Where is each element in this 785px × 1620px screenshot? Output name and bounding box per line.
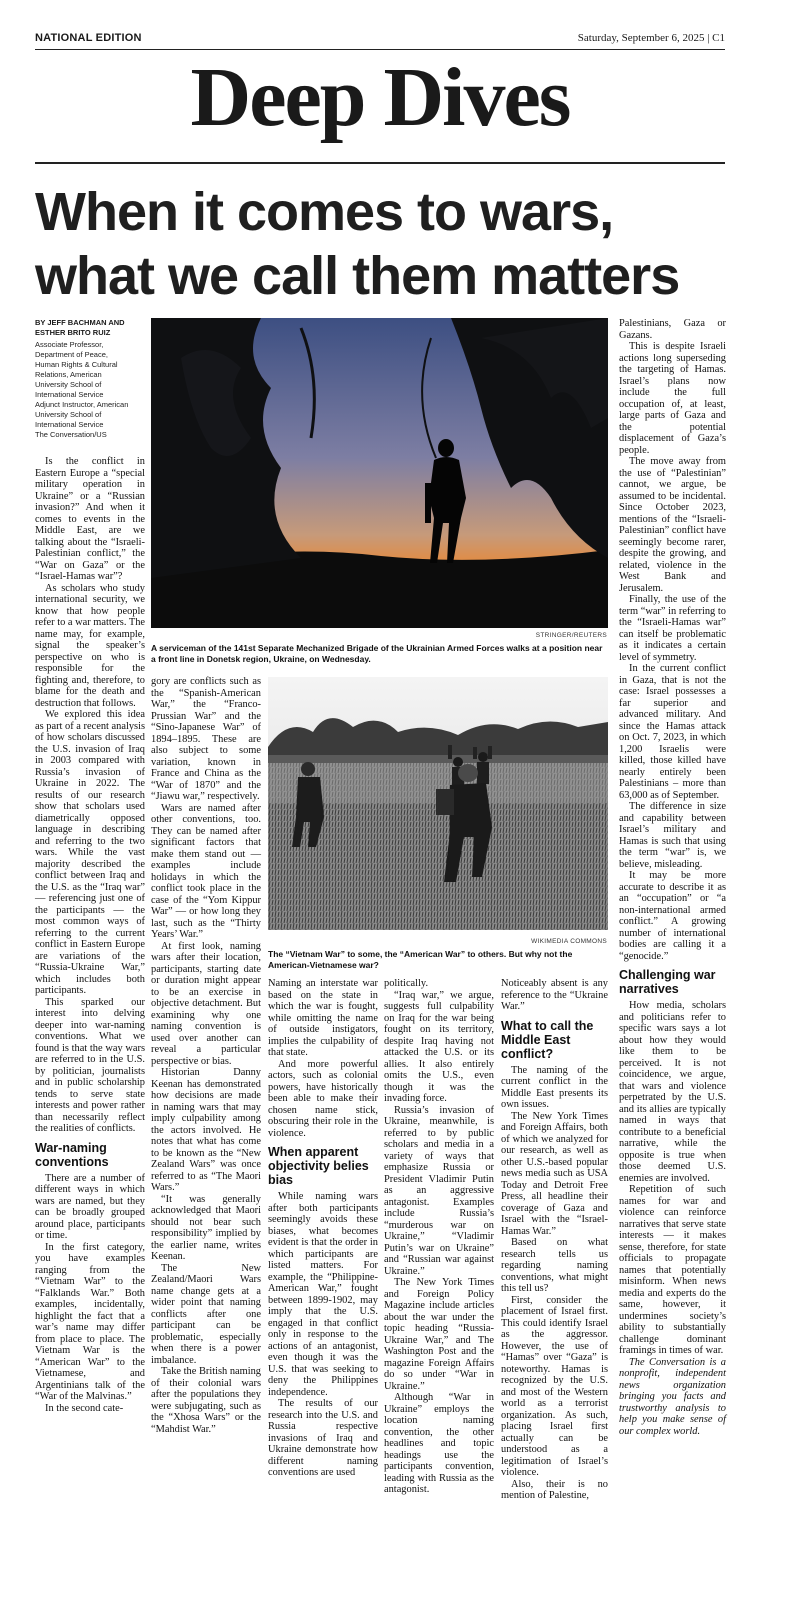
vietnam-war-photo	[268, 677, 608, 930]
paragraph: How media, scholars and politicians refer to specific wars says a lot about how they would like them to be perceived. It is not coincidence, we argue, that wars and violence perpetrated by the U.S. and its allies are typically named in ways that contribute to a beneficial narrative, while the opposite is true when those deemed U.S. enemies are involved.	[619, 1000, 726, 1184]
credential-line: International Service	[35, 420, 104, 429]
credential-line: The Conversation/US	[35, 430, 107, 439]
subheading-objectivity-bias: When apparent objectivity belies bias	[268, 1145, 369, 1187]
photo1-caption: A serviceman of the 141st Separate Mechanized Brigade of the Ukrainian Armed Forces walks at a position near a front line in Donetsk region, Ukraine, on Wednesday.	[151, 643, 603, 664]
paragraph: The results of our research into the U.S. and Russia respective invasions of Iraq and Ukraine demonstrate how different naming conventions are used	[268, 1398, 378, 1478]
dateline	[578, 32, 725, 44]
article-column-3	[268, 978, 378, 1479]
publisher-note: The Conversation is a nonprofit, independent news organization bringing you facts and trustworthy analysis to help you make sense of our complex world.	[619, 1356, 726, 1437]
paragraph: As scholars who study international security, we know that how people refer to a war matters. The name may, for example, signal the speaker’s perspective on who is responsible for the fighting and, therefore, to blame for the death and destruction that follows.	[35, 582, 146, 709]
credential-line: Adjunct Instructor, American	[35, 400, 129, 409]
paragraph: It may be more accurate to describe it as an “occupation” or “a non-international armed conflict.” A growing number of international bodies are calling it a “genocide.”	[619, 870, 726, 962]
headline: When it comes to wars, what we call them matters	[35, 182, 680, 306]
paragraph: The difference in size and capability between Israel’s military and Hamas is such that using the term “war” is, we believe, misleading.	[619, 801, 726, 870]
paragraph: In the second cate-	[45, 1402, 124, 1414]
byline: BY JEFF BACHMAN AND ESTHER BRITO RUIZ	[35, 318, 125, 337]
paragraph: The New York Times and Foreign Affairs, both of which we analyzed for our research, as well as other U.S.-based popular news media such as USA Today and Detroit Free Press, all headline their coverage of Gaza and Israel with the “Israel-Hamas War.”	[501, 1110, 608, 1237]
credential-line: University School of	[35, 410, 102, 419]
paragraph: And more powerful actors, such as colonial powers, have historically been able to make their chosen name stick, obscuring their role in the violence.	[268, 1058, 378, 1139]
section-title: Deep Dives	[190, 51, 570, 144]
article-column-4	[384, 978, 494, 1496]
paragraph: First, consider the placement of Israel first. This could identify Israel as the aggressor. However, the use of “Hamas” over “Gaza” is noteworthy. Hamas is recognized by the U.S. and most of the Western world as a terrorist organization. As such, placing Israel first actually can be understood as a legitimation of Israel’s violence.	[501, 1294, 608, 1478]
paragraph: This is despite Israeli actions long superseding the targeting of Hamas. Israel’s plans now include the full occupation of, at least, large parts of Gaza and the potential displacement of Gaza’s people.	[619, 341, 726, 456]
paragraph: We explored this idea as part of a recent analysis of how scholars discussed the U.S. invasion of Iraq in 2003 compared with Russia’s invasion of Ukraine in 2022. The results of our research show that scholars used diametrically opposed language in describing and referring to the two wars. While the vast majority described the conflict between Iraq and the U.S. as the “Iraq war” — referencing just one of the participants — the most common ways of referring to the current conflict in Eastern Europe are variations of the “Russia-Ukraine War,” which includes both participants.	[35, 709, 145, 996]
photo1-credit: STRINGER/REUTERS	[535, 632, 607, 639]
subheading-challenging-narratives: Challenging war narratives	[619, 968, 716, 996]
paragraph: Noticeably absent is any reference to the “Ukraine War.”	[501, 978, 608, 1012]
paragraph: Historian Danny Keenan has demonstrated how decisions are made in naming wars that may imply culpability among the actors involved. He notes that what has come to be known as the “New Zealand Wars” was once referred to as “The Maori Wars.”	[151, 1067, 261, 1193]
paragraph: Finally, the use of the term “war” in referring to the “Israeli-Hamas war” can itself be problematic as it indicates a certain level of symmetry.	[619, 594, 726, 663]
paragraph: “Iraq war,” we argue, suggests full culpability on Iraq for the war being fought on its territory, despite Iraq having not attacked the U.S. or its allies. It also entirely omits the U.S., even though it was the invading force.	[384, 989, 494, 1104]
paragraph: politically.	[384, 978, 429, 989]
article-column-2	[151, 676, 261, 1435]
paragraph: Palestinians, Gaza or Gazans.	[619, 318, 726, 341]
paragraph: The New York Times and Foreign Policy Magazine include articles about the war under the topic heading “Russia-Ukraine War,” and The Washington Post and the magazine Foreign Affairs do so under “War in Ukraine.”	[384, 1277, 494, 1392]
masthead-bar	[35, 30, 725, 50]
paragraph: Russia’s invasion of Ukraine, meanwhile, is referred to by public scholars and media in a variety of ways that emphasize Russia or President Vladimir Putin as an aggressive antagonist. Examples include Russia’s “murderous war on Ukraine,” “Vladimir Putin’s war on Ukraine” and “Russian war against Ukraine.”	[384, 1104, 494, 1277]
paragraph: At first look, naming wars after their location, participants, starting date or duration might appear to be an exercise in objective detachment. But examining why one naming convention is used over another can reveal a particular perspective or bias.	[151, 940, 261, 1067]
paragraph: This sparked our interest into delving deeper into war-naming conventions. What we found is that the way wars are referred to in the U.S. by politician, journalists and in public scholarship tends to serve state interests and power rather than necessarily reflect the realities of conflicts.	[35, 996, 145, 1134]
paragraph: Wars are named after other conventions, too. They can be named after significant factors that make them stand out — examples include holidays in which the conflict took place in the case of the “Yom Kippur War” — or how long they last, such as the “Thirty Years’ War.”	[151, 802, 261, 940]
paragraph: Also, their is no mention of Palestine,	[501, 1478, 608, 1501]
date: Saturday, September 6, 2025	[577, 32, 705, 44]
article-column-5	[501, 978, 608, 1502]
subheading-war-naming: War-naming conventions	[35, 1140, 109, 1169]
paragraph: Take the British naming of their colonial wars after the populations they were subjugating, such as the “Xhosa Wars” or the “Mahdist War.”	[151, 1366, 261, 1435]
paragraph: gory are conflicts such as the “Spanish-American War,” the “Franco-Prussian War” and the “Sino-Japanese War” of 1894–1895. These are also subject to some variation, known in France and China as the “War of 1870” and the “Jiawu war,” respectively.	[151, 676, 261, 802]
article-column-6	[619, 318, 726, 1437]
subheading-middle-east: What to call the Middle East conflict?	[501, 1018, 594, 1061]
credential-line: Department of Peace,	[35, 350, 108, 359]
credential-line: Relations, American	[35, 370, 102, 379]
paragraph: In the first category, you have examples ranging from the “Vietnam War” to the “Falklands War.” Both examples, incidentally, highlight the fact that a war’s name may differ from place to place. The Vietnam War is the “American War” to the Vietnamese, and Argentinians talk of the “War of the Malvinas.”	[35, 1241, 145, 1402]
credential-line: Human Rights & Cultural	[35, 360, 118, 369]
paragraph: There are a number of different ways in which wars are named, but they can be broadly grouped around place, participants or time.	[35, 1172, 145, 1241]
paragraph: While naming wars after both participants seemingly avoids these biases, what becomes evident is that the order in which participants are listed matters. For example, the “Philippine-American War,” fought between 1899-1902, may imply that the U.S. engaged in that conflict only in response to the actions of an antagonist, even though it was the U.S. that was seeking to deny the Philippines independence.	[268, 1191, 378, 1398]
edition-label: NATIONAL EDITION	[35, 32, 142, 44]
credential-line: University School of	[35, 380, 102, 389]
page-number: C1	[712, 32, 725, 44]
paragraph: The move away from the use of “Palestinian” cannot, we argue, be assumed to be incidental. Since October 2023, mentions of the “Israeli-Palestinian” conflict have seemingly become rarer, despite the growing, and related, violence in the West Bank and Jerusalem.	[619, 456, 726, 594]
paragraph: Repetition of such names for war and violence can reinforce narratives that serve state interests — it makes sense, therefore, for state officials to propagate names that potentially misinform. When news media and experts do the same, however, it undermines society’s ability to substantially challenge dominant framings in times of war.	[619, 1184, 726, 1356]
paragraph: The naming of the current conflict in the Middle East presents its own issues.	[501, 1064, 608, 1110]
credential-line: International Service	[35, 390, 104, 399]
paragraph: Naming an interstate war based on the state in which the war is fought, while omitting the name of outside instigators, implies the culpability of that state.	[268, 978, 378, 1058]
masthead-rule	[35, 162, 725, 164]
photo2-caption: The “Vietnam War” to some, the “American War” to others. But why not the American-Vietnamese war?	[268, 949, 573, 970]
paragraph: In the current conflict in Gaza, that is not the case: Israel possesses a far superior and advanced military. And since the Hamas attack on Oct. 7, 2023, in which 1,200 Israelis were killed, those killed have nearly entirely been Palestinians – more than 63,000 as of September.	[619, 663, 726, 801]
paragraph: Based on what research tells us regarding naming conventions, what might this tell us?	[501, 1237, 608, 1294]
soldier-silhouette-photo	[151, 318, 608, 628]
photo2-credit: WIKIMEDIA COMMONS	[531, 938, 607, 945]
paragraph: The New Zealand/Maori Wars name change gets at a wider point that naming conflicts after one participant can be problematic, especially when there is a power imbalance.	[151, 1262, 261, 1366]
credential-line: Associate Professor,	[35, 340, 104, 349]
paragraph: Although “War in Ukraine” employs the location naming convention, the other headlines and topic headings use the participants convention, leading with Russia as the antagonist.	[384, 1392, 494, 1495]
article-column-1	[35, 456, 145, 1414]
paragraph: Is the conflict in Eastern Europe a “special military operation in Ukraine” or a “Russian invasion?” And when it comes to events in the Middle East, are we talking about the “Israeli-Palestinian conflict,” the “War on Gaza” or the “Israel-Hamas war”?	[35, 456, 145, 582]
paragraph: “It was generally acknowledged that Maori should not bear such responsibility” implied by the earlier name, writes Keenan.	[151, 1193, 261, 1262]
page-separator: |	[707, 32, 713, 44]
author-credentials	[35, 340, 145, 440]
